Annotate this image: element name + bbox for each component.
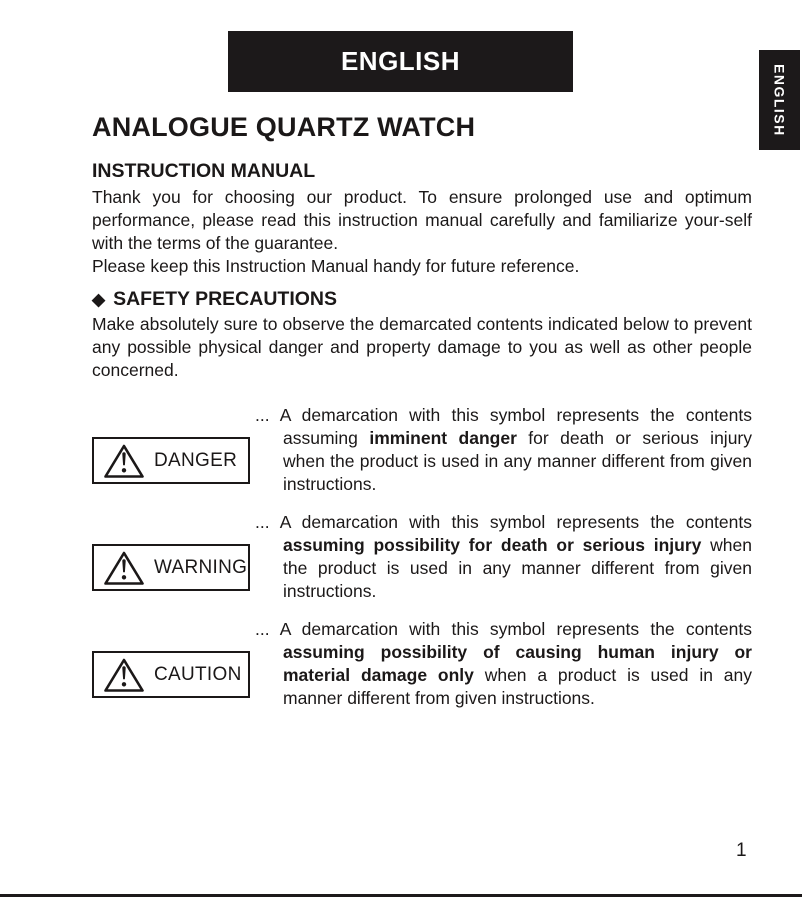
- caution-sign-row: [92, 618, 752, 710]
- caution-text-suffix: when a product is used in any manner different from given instructions.: [283, 665, 752, 708]
- warning-text-bold: assuming possibility for death or serious injury: [283, 535, 702, 555]
- danger-sign-label: DANGER: [154, 449, 238, 471]
- safety-precautions-heading-label: SAFETY PRECAUTIONS: [113, 288, 337, 310]
- warning-text-prefix: ... A demarcation with this symbol represents the contents: [255, 512, 752, 532]
- warning-triangle-icon: [103, 549, 145, 586]
- language-banner-label: ENGLISH: [340, 46, 461, 76]
- page-number: 1: [736, 840, 747, 861]
- language-banner: [228, 31, 573, 92]
- caution-sign-label: CAUTION: [154, 663, 242, 685]
- warning-sign-label: WARNING: [154, 556, 248, 578]
- warning-sign-box: [92, 544, 250, 591]
- safety-precautions-heading: [92, 288, 752, 311]
- warning-triangle-icon: [103, 442, 145, 479]
- danger-sign-column: [92, 404, 255, 496]
- caution-sign-column: [92, 618, 255, 710]
- warning-text-suffix: when the product is used in any manner different from given instructions.: [283, 535, 752, 601]
- caution-text-bold: assuming possibility of causing human injury or material damage only: [283, 642, 752, 685]
- danger-sign-description: [255, 404, 752, 496]
- page-content: [92, 112, 752, 725]
- page-title: ANALOGUE QUARTZ WATCH: [92, 112, 476, 142]
- danger-sign-box: [92, 437, 250, 484]
- keep-manual-note: Please keep this Instruction Manual handy for future reference.: [92, 256, 580, 276]
- bottom-rule: [0, 894, 802, 897]
- danger-text-prefix: ... A demarcation with this symbol represents the contents assuming: [255, 405, 752, 448]
- language-side-tab: [759, 50, 800, 150]
- danger-sign-row: [92, 404, 752, 496]
- sign-legend-list: [92, 404, 752, 710]
- warning-sign-row: [92, 511, 752, 603]
- caution-sign-box: [92, 651, 250, 698]
- language-side-tab-label: ENGLISH: [771, 63, 788, 137]
- caution-text-prefix: ... A demarcation with this symbol represents the contents: [255, 619, 752, 639]
- warning-sign-description: [255, 511, 752, 603]
- danger-text-suffix: for death or serious injury when the product is used in any manner different from given instructions.: [283, 428, 752, 494]
- safety-paragraph: Make absolutely sure to observe the demarcated contents indicated below to prevent any possible physical danger and property damage to you as well as other people concerned.: [92, 314, 752, 380]
- instruction-manual-heading: INSTRUCTION MANUAL: [92, 160, 316, 182]
- diamond-icon: ◆: [92, 290, 106, 309]
- intro-paragraph: Thank you for choosing our product. To ensure prolonged use and optimum performance, please read this instruction manual carefully and familiarize your-self with the terms of the guarantee.: [92, 187, 752, 253]
- caution-sign-description: [255, 618, 752, 710]
- danger-text-bold: imminent danger: [369, 428, 517, 448]
- warning-triangle-icon: [103, 656, 145, 693]
- warning-sign-column: [92, 511, 255, 603]
